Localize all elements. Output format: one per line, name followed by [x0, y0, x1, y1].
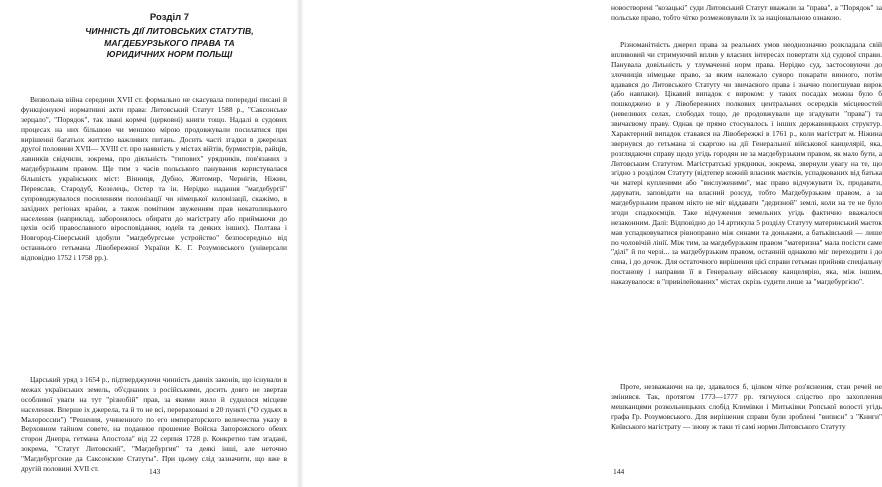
page-number-left: 143 — [149, 467, 161, 476]
chapter-label: Розділ 7 — [149, 12, 190, 23]
right-page — [300, 0, 882, 487]
paragraph: Визвольна війна середини XVII ст. формально не скасувала попередні писані й функціонуючі нормативні акти права: Литовський Статут 1588 р., "Саксонське зерцало", "Порядок", так звані кормчі (церковні) книги тощо. Надалі в судових процесах на них більшою чи меншою мірою продовжували посилатися при вирішенні багатьох життєво важливих питань. Досить часті згадки в джерелах другої половини XVII— XVIII ст. про наявність у містах війтів, бурмистрів, райців, лавників свідчили, зокрема, про діяльність "типових" урядників, пов'язаних з магдебурзьким правом. Ще тим з часів польського панування користувалася більшість українських міст: Вінниця, Дубно, Житомир, Чернігів, Ніжин, Переяслав, Стародуб, Козелець, Остер та ін. Нерідко надання "магдебургії" супроводжувалося посиленням полонізації чи німецької колонізації, скажімо, в західних регіонах країни, а також помітним звуженням прав некатолицького населення (наприклад, заборонялось обирати до магістрату або приймаючи до цехів осіб православного віросповідання, юдеїв та деяких інших). Полтава і Новгород-Сіверський здобули "магдебургське устройство" безпосередньо від останнього гетьмана Лівобережної України К. Г. Розумовського (універсали відповідно 1752 і 1758 рр.). — [21, 95, 287, 262]
paragraph: Проте, незважаючи на це, здавалося б, цілком чітке роз'яснення, стан речей не змінився. Так, протягом 1773—1777 рр. тягнулося слідство про захоплення мешканцями розкольницьких слобід Климівки і Митьківки Ропської волості угідь графа Гр. Розумовського. Для вирішення справи були зроблені "виписи" з "Книги" Київського магістрату — знову ж таки ті самі норми Литовського Статуту — [611, 382, 882, 431]
chapter-title: ЧИННІСТЬ ДІЇ ЛИТОВСЬКИХ СТАТУТІВ, МАГДЕБУРЗЬКОГО ПРАВА ТА ЮРИДИЧНИХ НОРМ ПОЛЬЩІ — [85, 26, 254, 59]
paragraph: новостворені "козацькі" суди Литовський Статут вважали за "права", а "Порядок" за польське право, тобто чітко розмежовували їх за національною ознакою. — [611, 3, 882, 22]
paragraph: Різноманітність джерел права за реальних умов неоднозначно розкладала свій впливовий чи стримуючий вплив у власних інтересах повертати хід судової справи. Панувала довільність у тлумаченні норм права. Нерідко суд, застосовуючи до злочинців німецьке право, за яким належало суворо покарати винного, потім вдавався до Литовського Статуту чи звичаєвого права і значно полегшував вирок (або навпаки). Цікавий випадок є вироком: у таких посадах можна було б пошкоджено в у Лівобережних полкових центральних осередків місцевостей (невеликих селах, слободах тощо, де продовжували ще згадувати "права") та звичаєвому праву. Однак це прямо стосувалось і інших державницьких структур. Характерний випадок ставався на Лівобережжі в 1761 р., коли магістрат м. Ніжина звернувся до гетьмана зі скаргою на дії Генеральної військової канцелярії, яка, розглядаючи справу щодо угідь городян не за магдебурзьким правом, як мало бути, а Литовським Статутом. Магістратські урядники, зокрема, звернули увагу на те, що згідно з розділом Статуту (відтепер кожній власник маєтків, успадкованих від батька чи матері купленими або "вислуженими", має право відчужувати їх, продавати, дарувати, заповідати на власний розсуд, тобто Магдебурзьким правом, а за магдебурзьким правом нікто не міг віддавати "дедизной" землі, коли на те не було згоди спадкоємців. Таке відчуження земельних угідь фактично вважалося незаконним. Далі: Відповідно до 14 артикула 5 розділу Статуту материнський маєток мав успадковуватися рівноправно між синами та доньками, а батьківський — лише по чоловічій лінії. Між тим, за магдебурзьким правом "материзна" мала посісти саме "ділі" й по черзі... за магдебурзьким правом, останній однаково міг переходити і до сина, і до дочок. Для остаточного вирішення цієї справи гетьман прийняв спеціальну постанову і направив її в Генеральну військову канцелярію, яка, між іншим, наказувалося: в "привілейованих" містах скрізь судити лише за "магдебургією". — [611, 40, 882, 286]
chapter-heading — [82, 12, 257, 61]
left-page — [0, 0, 300, 487]
page-number-right: 144 — [613, 467, 625, 476]
paragraph: Царський уряд з 1654 р., підтверджуючи чинність давніх законів, що існували в межах українських земель, об'єднаних з російськими, досить довго не звертав особливої уваги на тут "різнобій" прав, за якими жило й судилося місцеве населення. Вперше іх джерела, та й то не всі, перераховані в 20 пункті ("О судьях в Малороссии") "Решения, учиненного по его императорского величества указу в Верховном тайном совете, на поданное прошение Войска Запорожского обеих сторон Днепра, гетмана Апостола" від 22 серпня 1728 р. Конкретно там згадані, зокрема, "Статут Литовский", "Магдебургия" та деякі інші, але неточно "Магдебургские да Саксонские Статуты". При цьому слід зазначити, що вже в другій половині XVII ст. — [21, 375, 287, 473]
